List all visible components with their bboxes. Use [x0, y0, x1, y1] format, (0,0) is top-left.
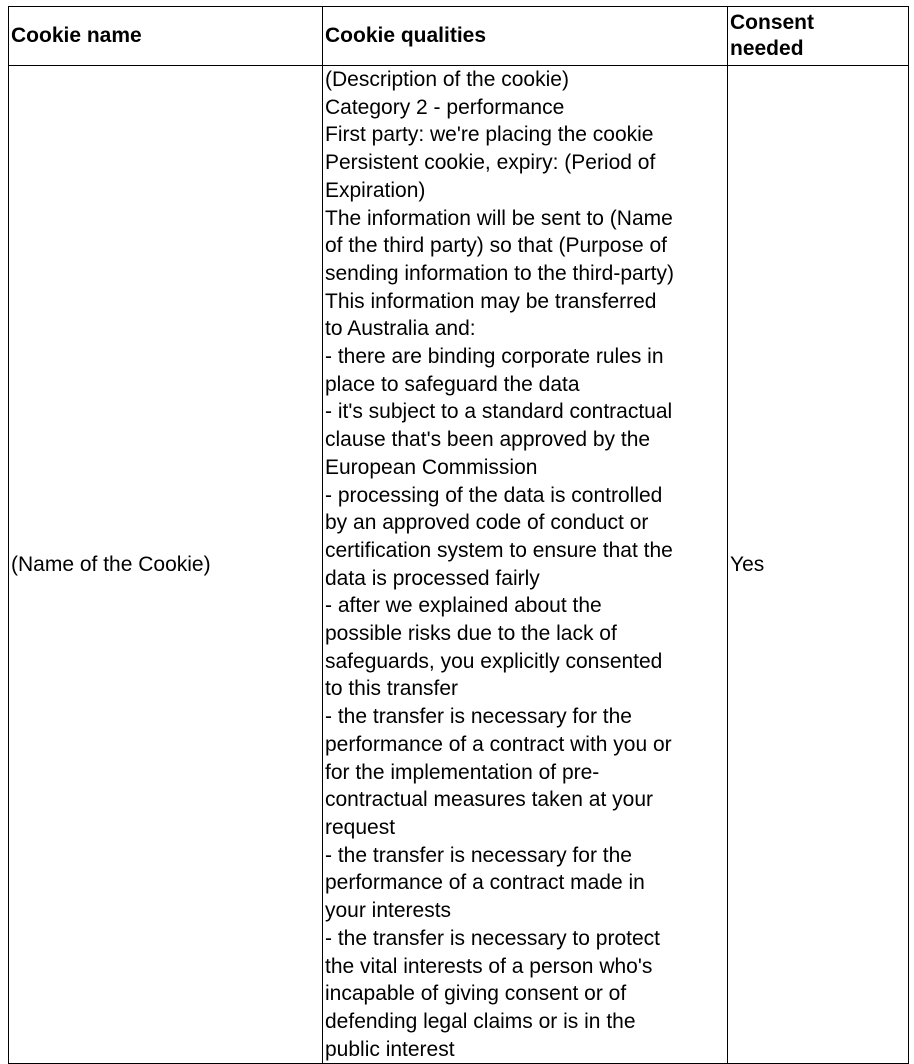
qualities-line: contractual measures taken at your: [325, 788, 654, 812]
qualities-line: your interests: [325, 899, 452, 923]
qualities-line: This information may be transferred: [325, 289, 657, 313]
qualities-line: clause that's been approved by the: [325, 428, 651, 452]
cookie-table: [8, 6, 909, 1064]
qualities-line: First party: we're placing the cookie: [325, 123, 654, 147]
qualities-line: for the implementation of pre-: [325, 760, 600, 784]
qualities-line: safeguards, you explicitly consented: [325, 649, 663, 673]
qualities-line: to Australia and:: [325, 317, 476, 341]
qualities-line: by an approved code of conduct or: [325, 511, 649, 535]
header-cookie-name: Cookie name: [9, 7, 323, 66]
qualities-line: possible risks due to the lack of: [325, 622, 617, 646]
qualities-line: request: [325, 815, 396, 839]
qualities-line: - the transfer is necessary for the: [325, 843, 632, 867]
qualities-line: incapable of giving consent or of: [325, 982, 627, 1006]
header-row: [9, 7, 909, 66]
qualities-line: place to safeguard the data: [325, 372, 580, 396]
qualities-line: public interest: [325, 1037, 455, 1061]
qualities-line: sending information to the third-party): [325, 261, 675, 285]
qualities-line: - there are binding corporate rules in: [325, 345, 664, 369]
qualities-line: Persistent cookie, expiry: (Period of: [325, 151, 656, 175]
qualities-line: defending legal claims or is in the: [325, 1009, 636, 1033]
qualities-line: (Description of the cookie): [325, 68, 569, 91]
qualities-line: - it's subject to a standard contractual: [325, 400, 673, 424]
qualities-line: to this transfer: [325, 677, 459, 701]
qualities-line: certification system to ensure that the: [325, 538, 673, 562]
cookie-name-cell: (Name of the Cookie): [9, 66, 323, 1064]
qualities-line: - after we explained about the: [325, 594, 602, 618]
qualities-line: of the third party) so that (Purpose of: [325, 234, 668, 258]
header-consent-line1: Consent: [730, 11, 814, 34]
qualities-line: performance of a contract made in: [325, 871, 645, 895]
qualities-line: The information will be sent to (Name: [325, 206, 673, 230]
qualities-line: performance of a contract with you or: [325, 732, 672, 756]
qualities-line: Expiration): [325, 178, 426, 202]
qualities-line: the vital interests of a person who's: [325, 954, 653, 978]
qualities-line: European Commission: [325, 455, 538, 479]
cookie-qualities-cell: [323, 66, 728, 1064]
qualities-line: - the transfer is necessary for the: [325, 705, 632, 729]
qualities-line: data is processed fairly: [325, 566, 540, 590]
header-consent-line2: needed: [730, 37, 804, 60]
qualities-line: - the transfer is necessary to protect: [325, 926, 660, 950]
qualities-line: Category 2 - performance: [325, 95, 565, 119]
qualities-line: - processing of the data is controlled: [325, 483, 663, 507]
header-cookie-qualities: Cookie qualities: [323, 7, 728, 66]
header-consent-needed: [728, 7, 909, 66]
consent-needed-cell: Yes: [728, 66, 909, 1064]
table-row: [9, 66, 909, 1064]
